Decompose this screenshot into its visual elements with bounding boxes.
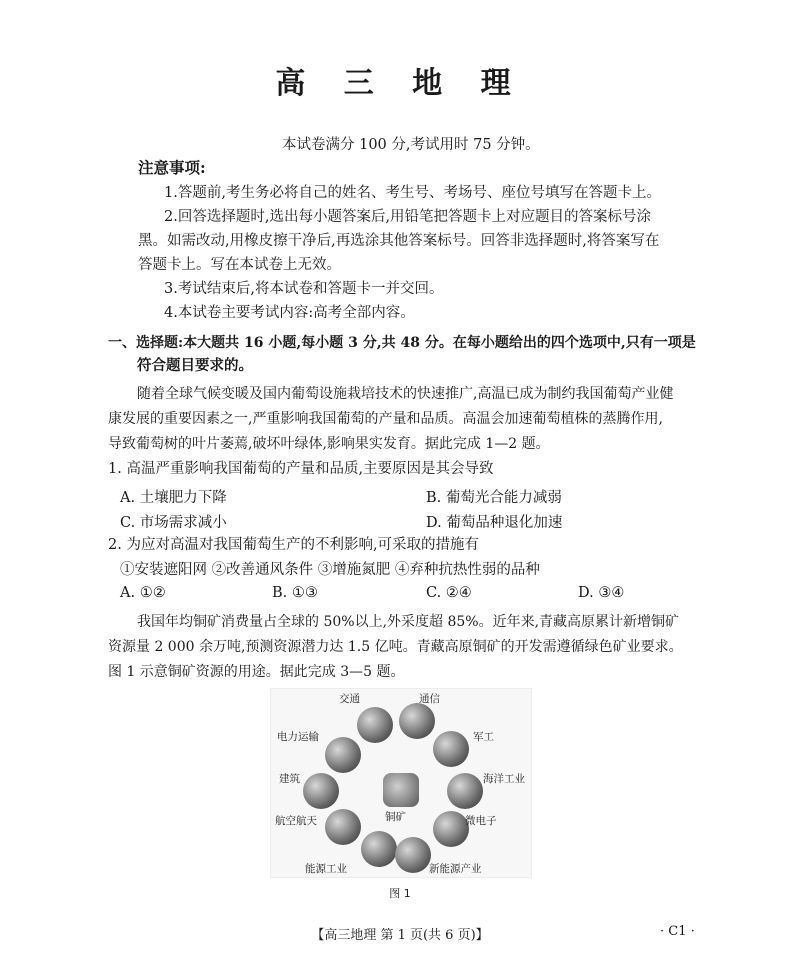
- q1-option-c: C. 市场需求减小: [120, 515, 227, 531]
- question-stem: 2. 为应对高温对我国葡萄生产的不利影响,可采取的措施有: [108, 537, 480, 553]
- passage-line: 图 1 示意铜矿资源的用途。据此完成 3—5 题。: [108, 664, 405, 680]
- label-communication: 通信: [419, 693, 440, 705]
- power-image: [325, 737, 361, 773]
- microelectronics-image: [433, 811, 469, 847]
- passage-line: 随着全球气候变暖及国内葡萄设施栽培技术的快速推广,高温已成为制约我国葡萄产业健: [137, 386, 674, 402]
- figure-1: [270, 688, 532, 878]
- aerospace-image: [325, 809, 361, 845]
- energy-image: [361, 831, 397, 867]
- section-title-cont: 符合题目要求的。: [137, 357, 253, 374]
- question-stem: 1. 高温严重影响我国葡萄的产量和品质,主要原因是其会导致: [108, 461, 494, 477]
- intro-text: 本试卷满分 100 分,考试用时 75 分钟。: [282, 137, 540, 153]
- passage-line: 我国年均铜矿消费量占全球的 50%以上,外采度超 85%。近年来,青藏高原累计新增铜矿: [137, 614, 680, 630]
- label-aerospace: 航空航天: [275, 815, 317, 827]
- q2-items: ①安装遮阳网 ②改善通风条件 ③增施氮肥 ④弃种抗热性弱的品种: [120, 562, 540, 578]
- notice-item: 4.本试卷主要考试内容:高考全部内容。: [164, 305, 415, 321]
- label-military: 军工: [473, 731, 494, 743]
- label-energy: 能源工业: [305, 863, 347, 875]
- building-image: [303, 773, 339, 809]
- notice-item: 黑。如需改动,用橡皮擦干净后,再选涂其他答案标号。回答非选择题时,将答案写在: [138, 233, 660, 249]
- notice-heading: 注意事项:: [138, 158, 206, 177]
- notice-item: 1.答题前,考生务必将自己的姓名、考生号、考场号、座位号填写在答题卡上。: [164, 185, 661, 201]
- q2-option-c: C. ②④: [426, 585, 472, 601]
- page-footer: 【高三地理 第 1 页(共 6 页)】: [311, 928, 489, 943]
- marine-image: [447, 773, 483, 809]
- q2-option-d: D. ③④: [578, 585, 625, 601]
- q2-option-b: B. ①③: [272, 585, 318, 601]
- q1-option-d: D. 葡萄品种退化加速: [426, 515, 563, 531]
- label-marine: 海洋工业: [483, 773, 525, 785]
- label-power: 电力运输: [277, 731, 319, 743]
- label-new-energy: 新能源产业: [429, 863, 482, 875]
- figure-caption: 图 1: [389, 887, 411, 900]
- communication-image: [399, 703, 435, 739]
- military-image: [433, 731, 469, 767]
- notice-item: 3.考试结束后,将本试卷和答题卡一并交回。: [164, 281, 444, 297]
- passage-line: 导致葡萄树的叶片萎蔫,破坏叶绿体,影响果实发育。据此完成 1—2 题。: [108, 436, 550, 452]
- label-building: 建筑: [279, 773, 300, 785]
- section-title: 一、选择题:本大题共 16 小题,每小题 3 分,共 48 分。在每小题给出的四个选项中,只有一项是: [108, 335, 696, 351]
- notice-item: 答题卡上。写在本试卷上无效。: [138, 257, 341, 273]
- q1-option-a: A. 土壤肥力下降: [120, 490, 227, 506]
- label-copper: 铜矿: [385, 811, 406, 823]
- passage-line: 资源量 2 000 余万吨,预测资源潜力达 1.5 亿吨。青藏高原铜矿的开发需遵循绿色矿业要求。: [108, 639, 683, 655]
- notice-item: 2.回答选择题时,选出每小题答案后,用铅笔把答题卡上对应题目的答案标号涂: [164, 209, 652, 225]
- transport-image: [357, 707, 393, 743]
- page-code: · C1 ·: [660, 924, 695, 939]
- label-microelectronics: 微电子: [465, 815, 497, 827]
- label-transport: 交通: [339, 693, 360, 705]
- new-energy-image: [395, 837, 431, 873]
- passage-line: 康发展的重要因素之一,严重影响我国葡萄的产量和品质。高温会加速葡萄植株的蒸腾作用,: [108, 411, 663, 427]
- page-title: 高 三 地 理: [275, 66, 525, 101]
- q1-option-b: B. 葡萄光合能力减弱: [426, 490, 562, 506]
- copper-ore-image: [383, 773, 419, 807]
- q2-option-a: A. ①②: [120, 585, 166, 601]
